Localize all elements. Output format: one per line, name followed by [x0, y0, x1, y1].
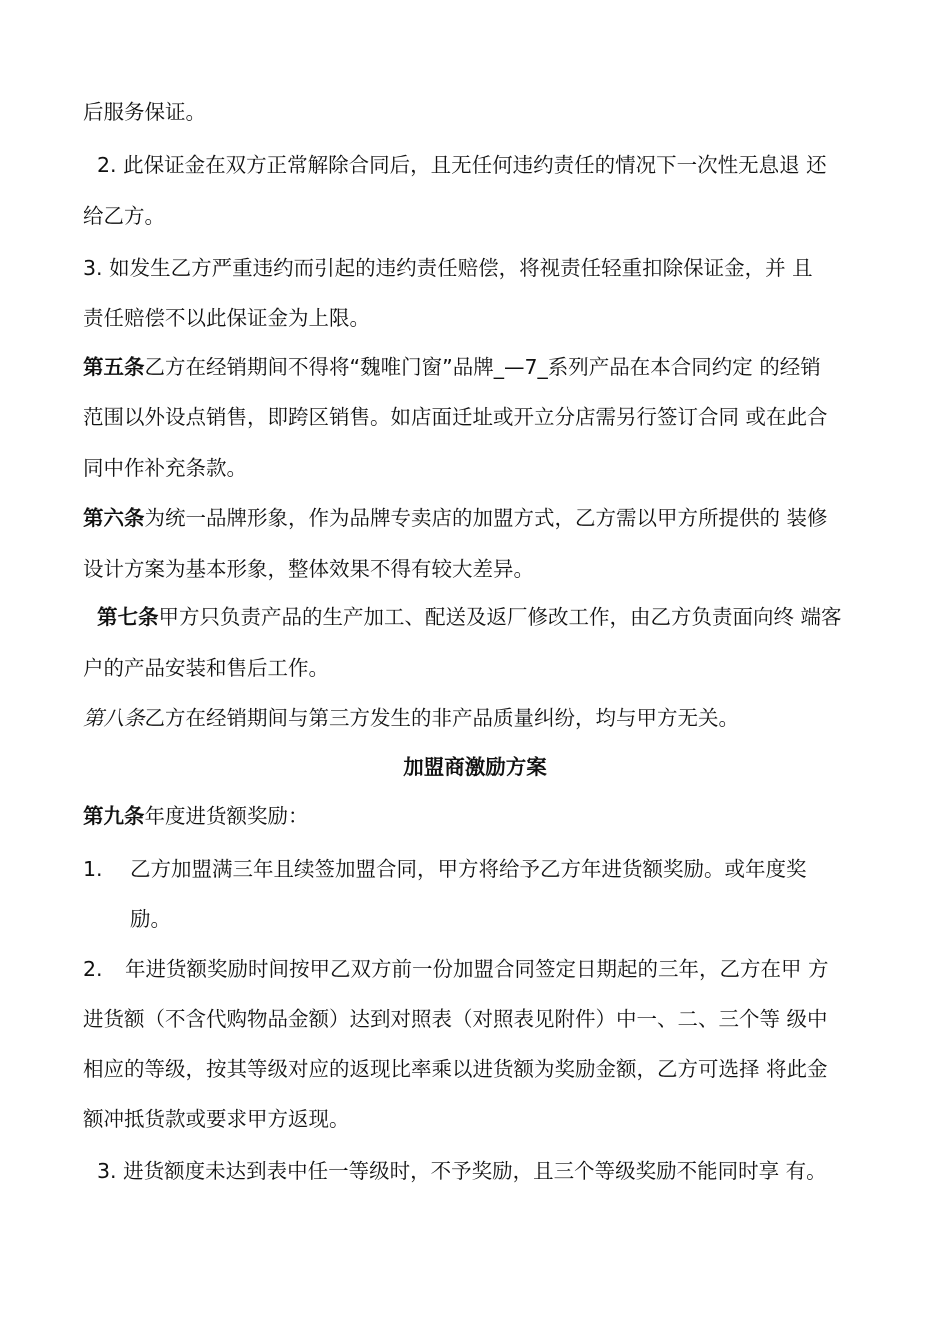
- article-7-line-2: 户的产品安装和售后工作。: [83, 656, 329, 680]
- article-5-text: 乙方在经销期间不得将“魏唯门窗”品牌_—7_系列产品在本合同约定 的经销: [144, 355, 821, 379]
- article-7-heading: 第七条: [97, 605, 159, 629]
- article-8-heading: 第八条: [83, 706, 145, 730]
- article-8-line-1: [83, 705, 739, 731]
- item-2-line-4: 额冲抵货款或要求甲方返现。: [83, 1107, 350, 1131]
- article-7-line-1: [97, 604, 842, 630]
- article-5-line-2: 范围以外设点销售，即跨区销售。如店面迁址或开立分店需另行签订合同 或在此合: [83, 405, 828, 429]
- item-1-line-1: 乙方加盟满三年且续签加盟合同，甲方将给予乙方年进货额奖励。或年度奖: [130, 857, 807, 881]
- item-1-line-2: 励。: [130, 907, 171, 931]
- item-1-number: 1.: [83, 857, 103, 881]
- article-6-line-2: 设计方案为基本形象，整体效果不得有较大差异。: [83, 557, 534, 581]
- article-6-line-1: [83, 505, 828, 531]
- article-5-line-3: 同中作补充条款。: [83, 456, 247, 480]
- item-2-line-1: 年进货额奖励时间按甲乙双方前一份加盟合同签定日期起的三年，乙方在甲 方: [125, 957, 829, 981]
- item-2-line-3: 相应的等级，按其等级对应的返现比率乘以进货额为奖励金额，乙方可选择 将此金: [83, 1057, 828, 1081]
- clause-3-line: 3. 如发生乙方严重违约而引起的违约责任赔偿，将视责任轻重扣除保证金，并 且: [83, 256, 813, 280]
- paragraph-line: 后服务保证。: [83, 100, 206, 124]
- clause-3-line-cont: 责任赔偿不以此保证金为上限。: [83, 306, 370, 330]
- article-5-line-1: [83, 354, 821, 380]
- article-9-line-1: [83, 803, 309, 829]
- clause-2-line-cont: 给乙方。: [83, 204, 165, 228]
- clause-2-line: 2. 此保证金在双方正常解除合同后，且无任何违约责任的情况下一次性无息退 还: [97, 153, 827, 177]
- item-2-line-2: 进货额（不含代购物品金额）达到对照表（对照表见附件）中一、二、三个等 级中: [83, 1007, 828, 1031]
- article-6-text: 为统一品牌形象，作为品牌专卖店的加盟方式，乙方需以甲方所提供的 装修: [144, 506, 828, 530]
- article-8-text: 乙方在经销期间与第三方发生的非产品质量纠纷，均与甲方无关。: [144, 706, 739, 730]
- section-title: 加盟商激励方案: [403, 755, 547, 779]
- article-9-heading: 第九条: [83, 804, 145, 828]
- article-6-heading: 第六条: [83, 506, 145, 530]
- article-5-heading: 第五条: [83, 355, 145, 379]
- article-9-text: 年度进货额奖励：: [144, 804, 309, 828]
- article-7-text: 甲方只负责产品的生产加工、配送及返厂修改工作，由乙方负责面向终 端客: [158, 605, 842, 629]
- item-3-line-1: 3. 进货额度未达到表中任一等级时，不予奖励，且三个等级奖励不能同时享 有。: [97, 1159, 827, 1183]
- item-2-number: 2.: [83, 957, 103, 981]
